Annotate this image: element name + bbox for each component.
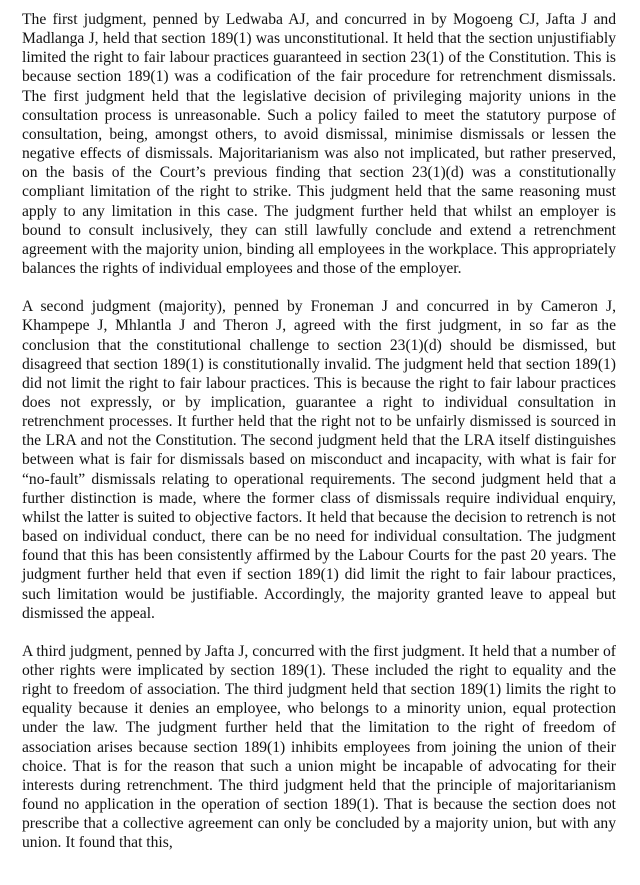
paragraph-third-judgment: A third judgment, penned by Jafta J, concurred with the first judgment. It held that a number of other rights were implicated by section 189(1). These included the right to equality and the right to freedom of association. The third judgment held that section 189(1) limits the right to equality because it denies an employee, who belongs to a minority union, equal protection under the law. The judgment further held that the limitation to the right of freedom of association arises because section 189(1) inhibits employees from joining the union of their choice. That is for the reason that such a union might be incapable of advocating for their interests during retrenchment. The third judgment held that the principle of majoritarianism found no application in the operation of section 189(1). That is because the section does not prescribe that a collective agreement can only be concluded by a majority union, but with any union. It found that this,: [22, 642, 616, 852]
paragraph-second-judgment: A second judgment (majority), penned by Froneman J and concurred in by Cameron J, Khampepe J, Mhlantla J and Theron J, agreed with the first judgment, in so far as the conclusion that the constitutional challenge to section 23(1)(d) should be dismissed, but disagreed that section 189(1) is constitutionally invalid. The judgment held that section 189(1) did not limit the right to fair labour practices. This is because the right to fair labour practices does not expressly, or by implication, guarantee a right to individual consultation in retrenchment processes. It further held that the right not to be unfairly dismissed is sourced in the LRA and not the Constitution. The second judgment held that the LRA itself distinguishes between what is fair for dismissals based on misconduct and incapacity, with what is fair for “no-fault” dismissals relating to operational requirements. The second judgment held that a further distinction is made, where the former class of dismissals require individual enquiry, whilst the latter is suited to objective factors. It held that because the decision to retrench is not based on individual conduct, there can be no need for individual consultation. The judgment found that this has been consistently affirmed by the Labour Courts for the past 20 years. The judgment further held that even if section 189(1) did limit the right to fair labour practices, such limitation would be justifiable. Accordingly, the majority granted leave to appeal but dismissed the appeal.: [22, 298, 616, 622]
paragraph-first-judgment: The first judgment, penned by Ledwaba AJ, and concurred in by Mogoeng CJ, Jafta J and Madlanga J, held that section 189(1) was unconstitutional. It held that the section unjustifiably limited the right to fair labour practices guaranteed in section 23(1) of the Constitution. This is because section 189(1) was a codification of the fair procedure for retrenchment dismissals. The first judgment held that the legislative decision of privileging majority unions in the consultation process is unreasonable. Such a policy failed to meet the statutory purpose of consultation, being, amongst others, to avoid dismissal, minimise dismissals or lessen the negative effects of dismissals. Majoritarianism was also not implicated, but rather preserved, on the basis of the Court’s previous finding that section 23(1)(d) was a constitutionally compliant limitation of the right to strike. This judgment held that the same reasoning must apply to any limitation in this case. The judgment further held that whilst an employer is bound to consult inclusively, they can still lawfully conclude and extend a retrenchment agreement with the majority union, binding all employees in the workplace. This appropriately balances the rights of individual employees and those of the employer.: [22, 11, 616, 278]
